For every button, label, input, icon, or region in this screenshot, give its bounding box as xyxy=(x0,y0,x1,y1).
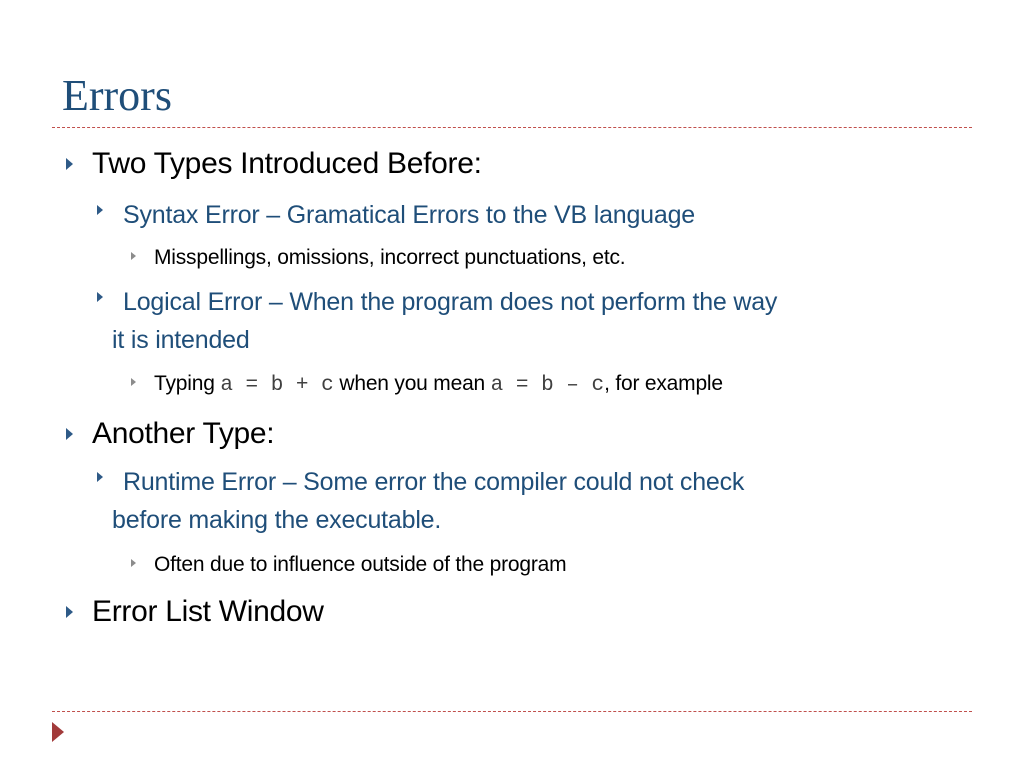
typing-middle: when you mean xyxy=(333,372,491,395)
bullet-text: Misspellings, omissions, incorrect punctuations, etc. xyxy=(154,246,626,269)
bullet-typing-example xyxy=(154,371,723,399)
corner-triangle-icon xyxy=(52,722,64,742)
title-divider xyxy=(52,127,972,128)
bullet-error-list-window xyxy=(92,595,324,629)
bullet-text-line2: before making the executable. xyxy=(112,506,442,534)
code-wrong: a = b + c xyxy=(220,374,334,397)
bullet-arrow-icon xyxy=(97,205,103,215)
bullet-arrow-icon xyxy=(97,292,103,302)
footer-divider xyxy=(52,711,972,712)
bullet-text: Often due to influence outside of the program xyxy=(154,553,567,576)
bullet-arrow-icon xyxy=(66,158,73,170)
bullet-text-line1: Logical Error – When the program does not perform the way xyxy=(123,288,778,316)
bullet-text: Error List Window xyxy=(92,595,324,628)
bullet-syntax-error xyxy=(123,196,695,234)
code-intended: a = b – c xyxy=(490,374,605,397)
bullet-two-types xyxy=(92,147,482,181)
bullet-arrow-icon xyxy=(66,428,73,440)
bullet-arrow-icon xyxy=(97,472,103,482)
typing-prefix: Typing xyxy=(154,372,221,395)
bullet-outside-influence xyxy=(154,552,566,578)
bullet-another-type xyxy=(92,417,274,451)
bullet-text: Two Types Introduced Before: xyxy=(92,147,482,180)
bullet-arrow-icon xyxy=(66,606,73,618)
bullet-runtime-error xyxy=(112,463,745,539)
bullet-arrow-icon xyxy=(131,378,136,386)
slide-title: Errors xyxy=(62,71,172,120)
bullet-text: Syntax Error – Gramatical Errors to the VB language xyxy=(123,201,696,229)
bullet-arrow-icon xyxy=(131,252,136,260)
typing-suffix: , for example xyxy=(604,372,723,395)
bullet-misspellings xyxy=(154,245,625,271)
bullet-logical-error xyxy=(112,283,778,359)
bullet-text-line1: Runtime Error – Some error the compiler could not check xyxy=(123,468,745,496)
bullet-text: Another Type: xyxy=(92,417,275,450)
bullet-arrow-icon xyxy=(131,559,136,567)
bullet-text-line2: it is intended xyxy=(112,326,250,354)
